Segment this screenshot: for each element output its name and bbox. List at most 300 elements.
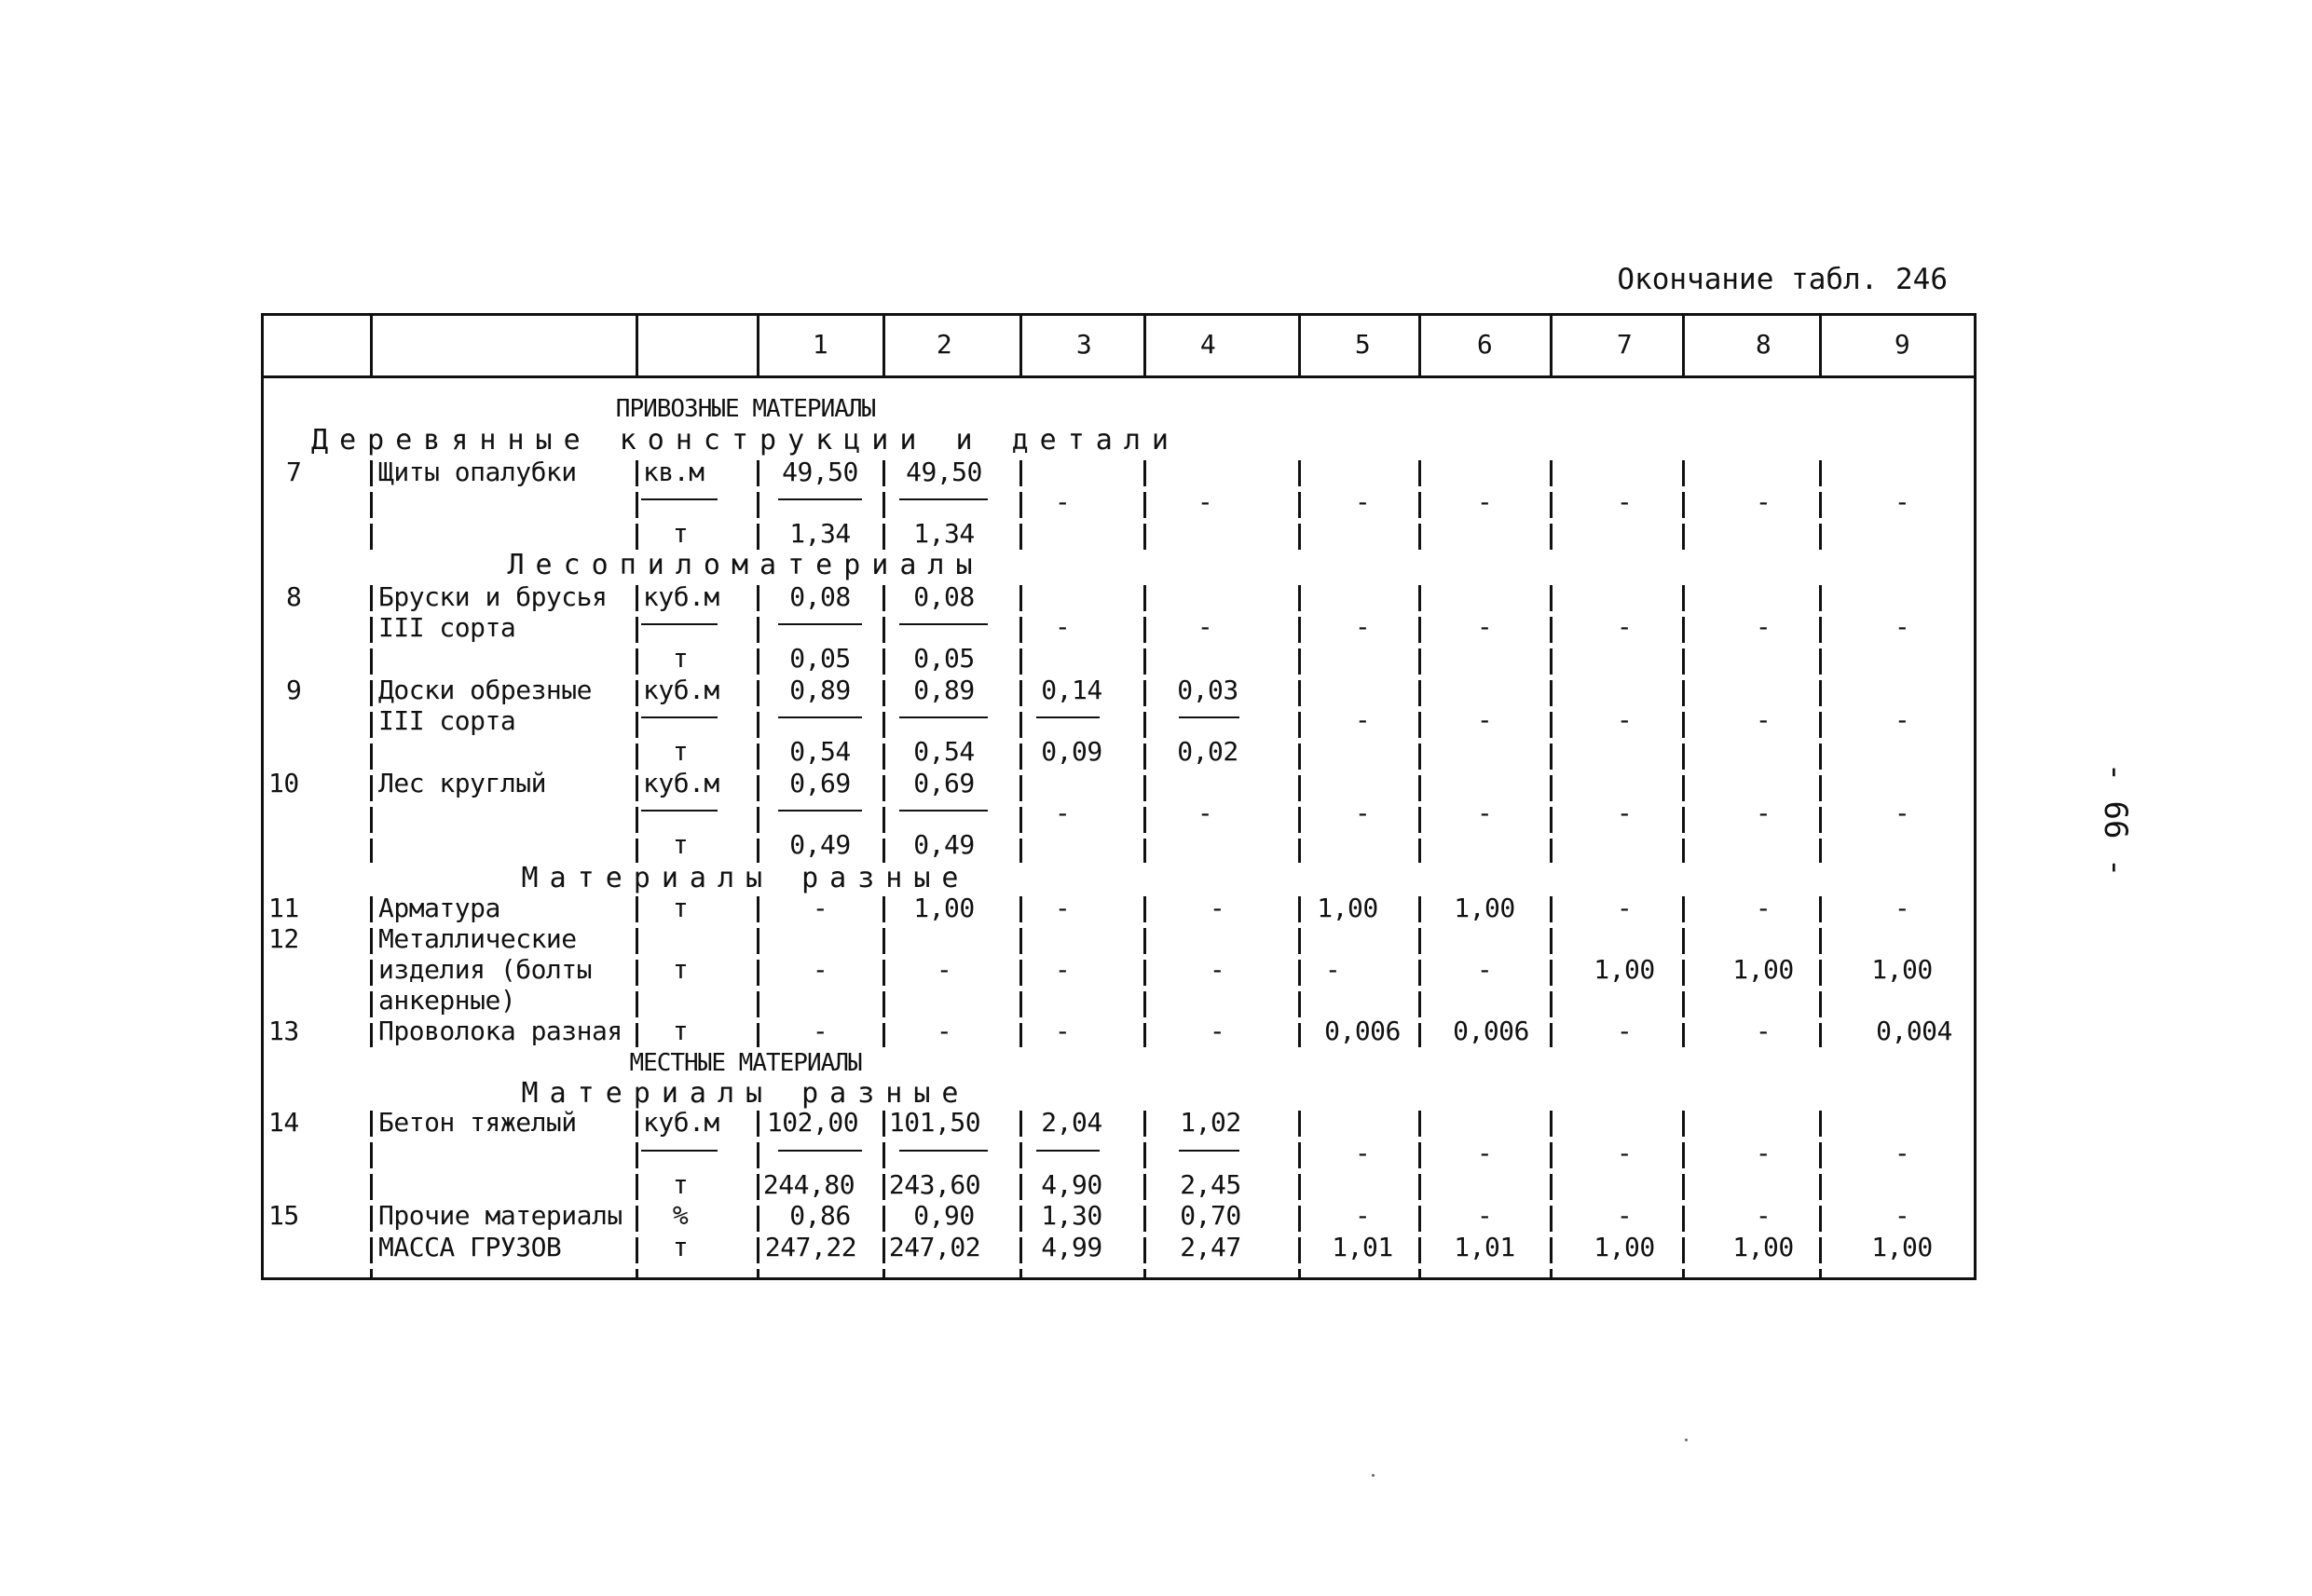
column-separator <box>1819 1269 1822 1279</box>
value-cell: 49,50 <box>906 457 982 487</box>
value-cell: 1,01 <box>1332 1232 1393 1262</box>
column-separator <box>1019 839 1022 863</box>
value-cell: 1,00 <box>1454 893 1515 923</box>
column-separator <box>1019 1023 1022 1047</box>
column-separator <box>1143 1206 1146 1232</box>
column-separator <box>882 492 885 518</box>
column-separator <box>1550 807 1553 833</box>
column-separator <box>1682 492 1685 518</box>
column-separator <box>1298 896 1301 922</box>
column-separator <box>1298 313 1301 378</box>
column-separator <box>636 1111 638 1137</box>
section-misc-2: Материалы разные <box>521 1077 970 1110</box>
value-cell: - <box>1476 704 1493 735</box>
value-cell: 0,89 <box>789 675 851 705</box>
column-separator <box>1143 1237 1146 1263</box>
value-cell: 4,90 <box>1041 1169 1102 1200</box>
column-separator <box>1682 960 1685 986</box>
column-separator <box>1298 617 1301 643</box>
column-separator <box>370 648 373 675</box>
value-cell: - <box>1209 893 1225 923</box>
value-cell: - <box>1755 704 1772 735</box>
column-separator <box>1550 648 1553 675</box>
column-separator <box>757 807 759 833</box>
column-separator <box>1298 492 1301 518</box>
column-header-3: 3 <box>1075 329 1092 360</box>
value-cell: - <box>1476 954 1493 985</box>
column-separator <box>636 712 638 738</box>
column-separator <box>636 492 638 518</box>
value-cell: - <box>1755 798 1772 828</box>
column-separator <box>1682 617 1685 643</box>
column-separator <box>1550 839 1553 863</box>
column-separator <box>1682 1142 1685 1168</box>
column-separator <box>757 492 759 518</box>
column-separator <box>882 1237 885 1263</box>
column-separator <box>882 807 885 833</box>
column-separator <box>1550 313 1553 378</box>
column-separator <box>1550 617 1553 643</box>
value-cell: - <box>1354 611 1371 642</box>
column-separator <box>1019 775 1022 801</box>
column-header-2: 2 <box>936 329 952 360</box>
column-separator <box>370 1206 373 1232</box>
column-separator <box>882 460 885 486</box>
column-separator <box>757 712 759 738</box>
value-cell: 1,00 <box>1594 1232 1655 1262</box>
value-cell: 0,70 <box>1180 1200 1241 1231</box>
column-header-5: 5 <box>1354 329 1371 360</box>
column-separator <box>1298 1237 1301 1263</box>
table-right-border <box>1974 313 1977 1280</box>
row-number: 11 <box>268 893 299 923</box>
value-cell: 0,004 <box>1876 1016 1952 1046</box>
row-number: 12 <box>268 923 299 954</box>
value-cell: 0,86 <box>789 1200 851 1231</box>
column-separator <box>1682 585 1685 611</box>
column-separator <box>757 1023 759 1047</box>
fraction-dash <box>778 810 862 812</box>
column-separator <box>1819 1174 1822 1200</box>
value-cell: 244,80 <box>762 1169 855 1200</box>
column-separator <box>370 712 373 738</box>
material-name: III сорта <box>378 612 516 643</box>
row-number: 10 <box>268 768 299 798</box>
column-separator <box>636 680 638 706</box>
material-name: Прочие материалы <box>378 1200 622 1231</box>
column-separator <box>882 839 885 863</box>
column-separator <box>1682 460 1685 486</box>
column-separator <box>1143 991 1146 1017</box>
column-separator <box>370 460 373 486</box>
value-cell: - <box>1054 486 1071 517</box>
column-separator <box>1418 896 1421 922</box>
column-separator <box>370 1174 373 1200</box>
column-separator <box>1143 960 1146 986</box>
column-separator <box>1418 313 1421 378</box>
value-cell: - <box>1616 486 1633 517</box>
column-separator <box>757 1269 759 1279</box>
column-separator <box>1550 1111 1553 1137</box>
column-separator <box>1682 928 1685 954</box>
section-lumber: Лесопиломатериалы <box>507 549 984 581</box>
column-separator <box>370 807 373 833</box>
column-separator <box>1298 775 1301 801</box>
column-separator <box>636 807 638 833</box>
column-separator <box>1143 1111 1146 1137</box>
column-separator <box>1143 492 1146 518</box>
column-separator <box>1418 991 1421 1017</box>
fraction-dash <box>1036 716 1100 718</box>
column-separator <box>370 1111 373 1137</box>
column-separator <box>1298 648 1301 675</box>
value-cell: 0,08 <box>913 581 975 612</box>
unit-cell: т <box>672 954 689 985</box>
value-cell: - <box>812 1016 828 1046</box>
value-cell: - <box>1616 798 1633 828</box>
unit-cell: % <box>672 1200 689 1231</box>
column-separator <box>882 648 885 675</box>
column-separator <box>1019 807 1022 833</box>
column-separator <box>757 896 759 922</box>
value-cell: - <box>1616 1138 1633 1168</box>
column-separator <box>1819 648 1822 675</box>
column-separator <box>757 524 759 550</box>
value-cell: 2,45 <box>1180 1169 1241 1200</box>
value-cell: 0,54 <box>789 736 851 767</box>
column-separator <box>1550 960 1553 986</box>
column-separator <box>1682 807 1685 833</box>
column-separator <box>1819 807 1822 833</box>
fraction-dash <box>641 1150 718 1152</box>
column-separator <box>1819 1111 1822 1137</box>
column-separator <box>636 617 638 643</box>
material-name: Арматура <box>378 893 500 923</box>
column-separator <box>1298 960 1301 986</box>
column-separator <box>636 896 638 922</box>
value-cell: - <box>1476 486 1493 517</box>
column-separator <box>882 1142 885 1168</box>
column-separator <box>1550 1023 1553 1047</box>
column-separator <box>1019 460 1022 486</box>
column-separator <box>1143 839 1146 863</box>
value-cell: 0,08 <box>789 581 851 612</box>
material-name: анкерные) <box>378 985 516 1016</box>
column-separator <box>636 1023 638 1047</box>
unit-cell: т <box>672 1169 689 1200</box>
fraction-dash <box>899 623 988 625</box>
column-separator <box>636 1269 638 1279</box>
section-wooden: Деревянные конструкции и детали <box>311 424 1180 457</box>
column-separator <box>636 928 638 954</box>
value-cell: 247,22 <box>764 1232 857 1262</box>
fraction-dash <box>641 498 718 500</box>
value-cell: - <box>1054 954 1071 985</box>
value-cell: - <box>1054 893 1071 923</box>
column-separator <box>1550 775 1553 801</box>
column-separator <box>1143 460 1146 486</box>
column-separator <box>882 1269 885 1279</box>
value-cell: - <box>1755 611 1772 642</box>
material-name: Лес круглый <box>378 768 546 798</box>
column-separator <box>1298 1111 1301 1137</box>
value-cell: 1,34 <box>789 518 851 549</box>
column-separator <box>1143 743 1146 770</box>
column-separator <box>1819 775 1822 801</box>
column-separator <box>1019 1111 1022 1137</box>
fraction-dash <box>899 810 988 812</box>
unit-cell: т <box>672 1232 689 1262</box>
column-separator <box>370 1269 373 1279</box>
column-separator <box>1819 839 1822 863</box>
fraction-dash <box>899 716 988 718</box>
fraction-dash <box>641 623 718 625</box>
column-separator <box>882 617 885 643</box>
column-separator <box>1418 648 1421 675</box>
unit-cell: куб.м <box>643 675 719 705</box>
column-separator <box>882 991 885 1017</box>
value-cell: 1,02 <box>1180 1107 1241 1138</box>
column-separator <box>1143 712 1146 738</box>
value-cell: - <box>1755 1016 1772 1046</box>
column-separator <box>1019 1237 1022 1263</box>
value-cell: 101,50 <box>888 1107 981 1138</box>
value-cell: 0,54 <box>913 736 975 767</box>
value-cell: 2,04 <box>1041 1107 1102 1138</box>
column-separator <box>1418 1206 1421 1232</box>
column-separator <box>1418 617 1421 643</box>
column-separator <box>1298 991 1301 1017</box>
column-separator <box>1550 680 1553 706</box>
column-separator <box>1143 1142 1146 1168</box>
section-imported: ПРИВОЗНЫЕ МАТЕРИАЛЫ <box>615 395 876 423</box>
column-separator <box>636 648 638 675</box>
column-separator <box>757 743 759 770</box>
column-separator <box>1143 524 1146 550</box>
column-separator <box>1819 712 1822 738</box>
material-name: Бетон тяжелый <box>378 1107 577 1138</box>
column-separator <box>1819 991 1822 1017</box>
column-separator <box>757 617 759 643</box>
column-separator <box>1682 1206 1685 1232</box>
column-separator <box>1019 896 1022 922</box>
column-separator <box>882 585 885 611</box>
value-cell: 0,90 <box>913 1200 975 1231</box>
value-cell: - <box>936 1016 952 1046</box>
column-separator <box>1682 743 1685 770</box>
column-separator <box>1682 775 1685 801</box>
column-separator <box>1019 1269 1022 1279</box>
value-cell: 1,00 <box>913 893 975 923</box>
column-header-1: 1 <box>812 329 828 360</box>
fraction-dash <box>641 810 718 812</box>
column-separator <box>757 680 759 706</box>
column-separator <box>1819 960 1822 986</box>
unit-cell: кв.м <box>643 457 705 487</box>
column-separator <box>1298 743 1301 770</box>
column-separator <box>370 1142 373 1168</box>
column-separator <box>636 775 638 801</box>
column-separator <box>1298 839 1301 863</box>
unit-cell: т <box>672 829 689 860</box>
column-separator <box>1682 1174 1685 1200</box>
column-separator <box>370 839 373 863</box>
column-separator <box>1819 313 1822 378</box>
column-header-4: 4 <box>1199 329 1216 360</box>
column-separator <box>370 680 373 706</box>
column-separator <box>370 313 373 378</box>
column-separator <box>1019 1206 1022 1232</box>
column-separator <box>757 460 759 486</box>
column-separator <box>1019 991 1022 1017</box>
value-cell: 2,47 <box>1180 1232 1241 1262</box>
column-separator <box>636 524 638 550</box>
unit-cell: т <box>672 518 689 549</box>
unit-cell: т <box>672 1016 689 1046</box>
column-separator <box>1298 524 1301 550</box>
value-cell: 247,02 <box>888 1232 981 1262</box>
row-number: 7 <box>286 457 302 487</box>
value-cell: - <box>1894 611 1910 642</box>
unit-cell: т <box>672 736 689 767</box>
value-cell: - <box>1616 893 1633 923</box>
column-separator <box>757 928 759 954</box>
value-cell: - <box>1054 1016 1071 1046</box>
value-cell: - <box>1354 486 1371 517</box>
column-separator <box>1682 1237 1685 1263</box>
column-separator <box>1550 1142 1553 1168</box>
column-separator <box>1019 960 1022 986</box>
value-cell: 49,50 <box>782 457 858 487</box>
value-cell: - <box>1209 1016 1225 1046</box>
fraction-dash <box>899 498 988 500</box>
column-separator <box>1819 896 1822 922</box>
value-cell: - <box>1894 1138 1910 1168</box>
value-cell: 0,006 <box>1324 1016 1401 1046</box>
value-cell: - <box>1476 1200 1493 1231</box>
material-name: Бруски и брусья <box>378 581 608 612</box>
column-separator <box>370 991 373 1017</box>
column-separator <box>1418 680 1421 706</box>
fraction-dash <box>899 1150 988 1152</box>
value-cell: - <box>1054 798 1071 828</box>
column-separator <box>1819 743 1822 770</box>
column-separator <box>370 960 373 986</box>
column-separator <box>636 1237 638 1263</box>
column-separator <box>1819 1142 1822 1168</box>
column-separator <box>882 896 885 922</box>
value-cell: - <box>1755 893 1772 923</box>
value-cell: 243,60 <box>888 1169 981 1200</box>
column-separator <box>1143 807 1146 833</box>
column-separator <box>1019 680 1022 706</box>
material-name: МАССА ГРУЗОВ <box>378 1232 562 1262</box>
unit-cell: т <box>672 893 689 923</box>
column-separator <box>636 1206 638 1232</box>
column-separator <box>1418 585 1421 611</box>
column-separator <box>1819 492 1822 518</box>
column-separator <box>1418 839 1421 863</box>
column-separator <box>1143 617 1146 643</box>
column-separator <box>882 712 885 738</box>
row-number: 13 <box>268 1016 299 1046</box>
column-separator <box>757 775 759 801</box>
table-bottom-border <box>261 1277 1977 1280</box>
column-separator <box>636 1174 638 1200</box>
value-cell: - <box>1755 1200 1772 1231</box>
column-separator <box>882 743 885 770</box>
column-separator <box>1682 313 1685 378</box>
column-separator <box>1298 1269 1301 1279</box>
fraction-dash <box>1179 1150 1239 1152</box>
row-number: 14 <box>268 1107 299 1138</box>
unit-cell: куб.м <box>643 581 719 612</box>
column-separator <box>1550 991 1553 1017</box>
column-separator <box>636 960 638 986</box>
value-cell: - <box>1894 704 1910 735</box>
column-separator <box>1143 775 1146 801</box>
value-cell: - <box>1894 893 1910 923</box>
column-separator <box>1550 524 1553 550</box>
column-separator <box>1550 1206 1553 1232</box>
column-separator <box>1819 928 1822 954</box>
column-separator <box>1819 524 1822 550</box>
row-number: 9 <box>286 675 302 705</box>
column-separator <box>1418 1023 1421 1047</box>
column-separator <box>1682 1269 1685 1279</box>
value-cell: 1,00 <box>1871 1232 1933 1262</box>
column-separator <box>1298 928 1301 954</box>
value-cell: 0,09 <box>1041 736 1102 767</box>
value-cell: 102,00 <box>766 1107 859 1138</box>
value-cell: - <box>1324 954 1341 985</box>
value-cell: 1,00 <box>1732 1232 1794 1262</box>
column-separator <box>370 1023 373 1047</box>
column-separator <box>370 928 373 954</box>
column-separator <box>1298 1206 1301 1232</box>
column-separator <box>636 1142 638 1168</box>
column-separator <box>1019 1142 1022 1168</box>
column-separator <box>882 524 885 550</box>
column-separator <box>636 585 638 611</box>
value-cell: 1,34 <box>913 518 975 549</box>
column-separator <box>636 743 638 770</box>
value-cell: 0,49 <box>789 829 851 860</box>
value-cell: 0,05 <box>789 643 851 674</box>
column-separator <box>370 743 373 770</box>
value-cell: - <box>1894 1200 1910 1231</box>
column-separator <box>1019 743 1022 770</box>
column-separator <box>1550 896 1553 922</box>
fraction-dash <box>778 1150 862 1152</box>
column-separator <box>1019 928 1022 954</box>
table-top-border <box>261 313 1977 316</box>
column-separator <box>636 839 638 863</box>
value-cell: - <box>1354 1200 1371 1231</box>
value-cell: - <box>1197 611 1213 642</box>
column-separator <box>636 991 638 1017</box>
column-separator <box>1682 839 1685 863</box>
column-separator <box>1298 585 1301 611</box>
unit-cell: куб.м <box>643 1107 719 1138</box>
value-cell: 0,03 <box>1177 675 1238 705</box>
value-cell: - <box>1354 704 1371 735</box>
column-separator <box>1550 712 1553 738</box>
column-separator <box>1143 1269 1146 1279</box>
scan-speck <box>1685 1439 1688 1441</box>
value-cell: - <box>1209 954 1225 985</box>
value-cell: 0,69 <box>789 768 851 798</box>
